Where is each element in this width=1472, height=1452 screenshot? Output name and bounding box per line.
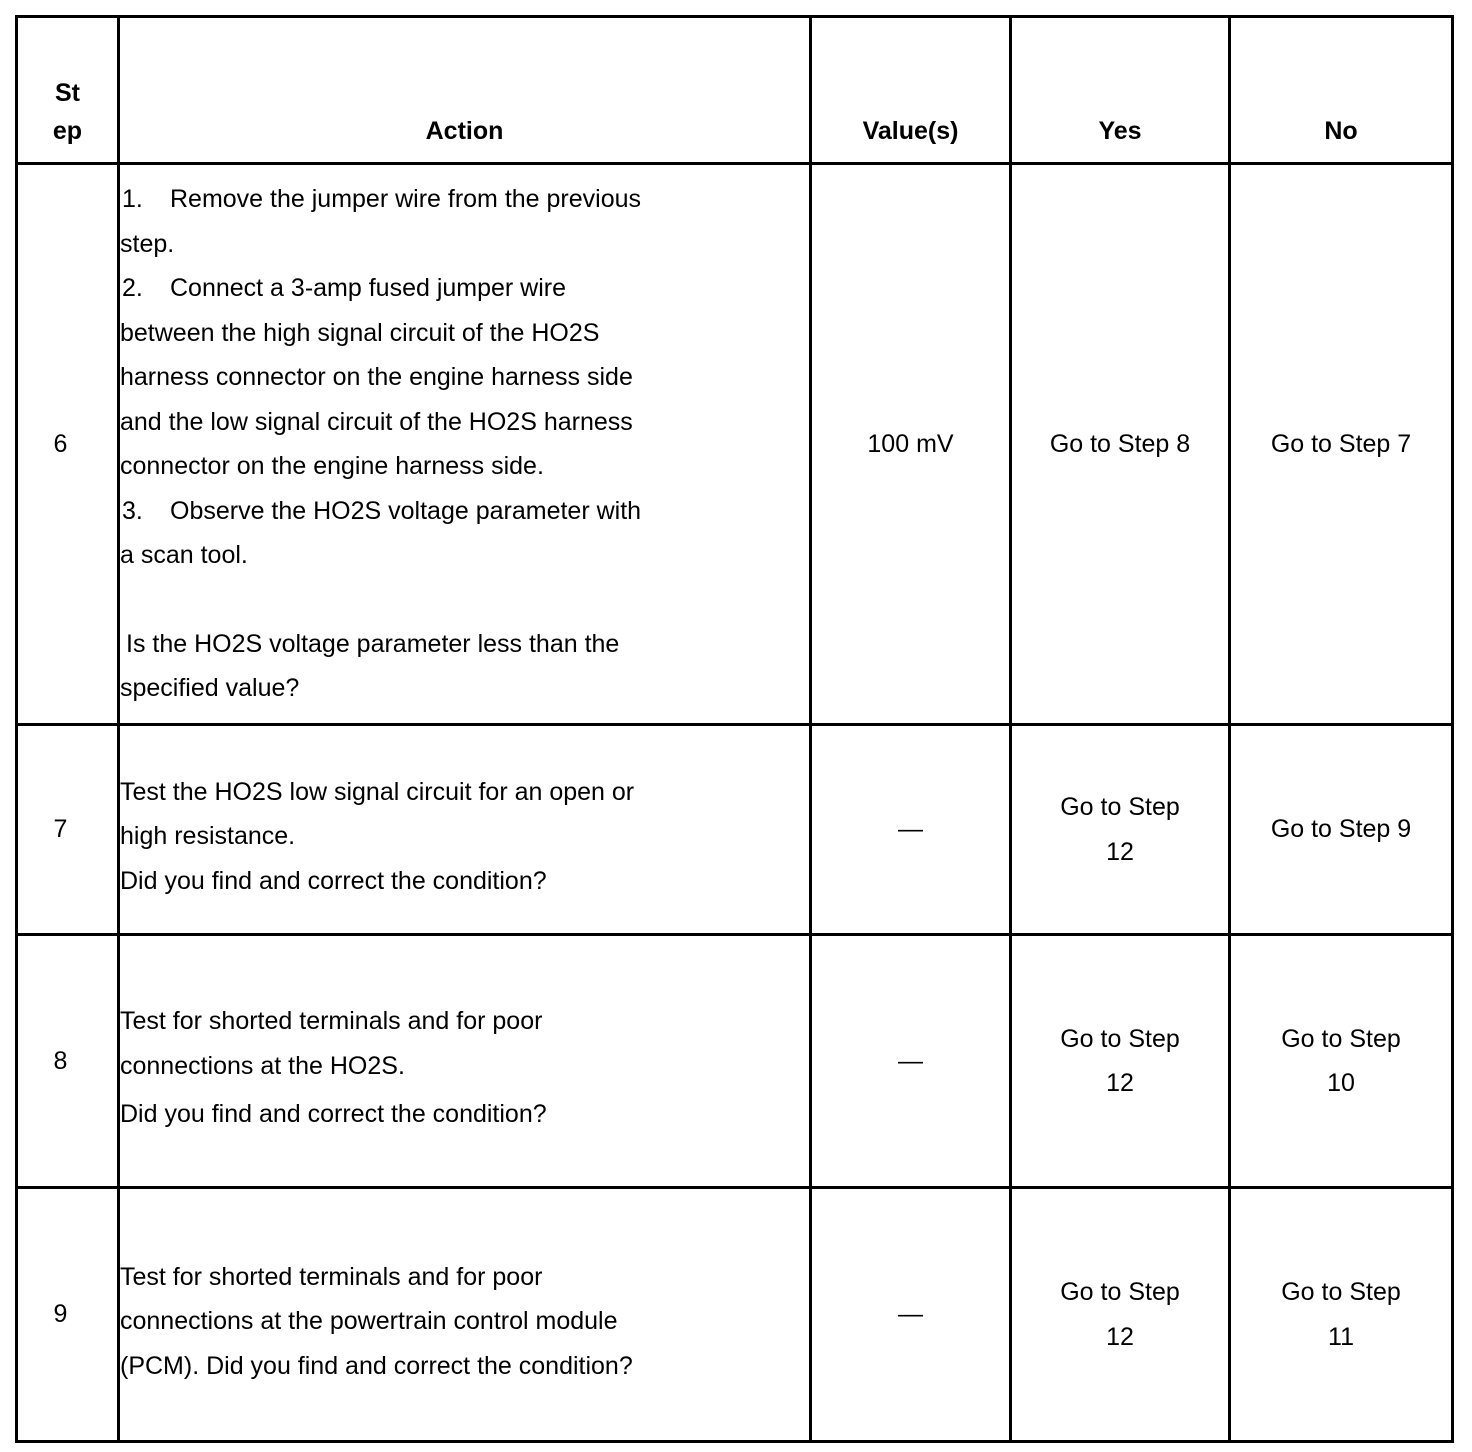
action-line: high resistance. [120,822,296,851]
value-cell: 100 mV [811,164,1011,725]
action-line: connector on the engine harness side. [120,452,544,481]
action-line: Did you find and correct the condition? [120,1100,547,1129]
step-number: 9 [17,1188,119,1442]
action-line: Test the HO2S low signal circuit for an open or [120,777,635,806]
action-line: a scan tool. [120,541,248,570]
step-number: 7 [17,725,119,935]
no-line: Go to Step [1281,1024,1401,1053]
yes-line: Go to Step [1060,1278,1180,1306]
step-number: 6 [17,164,119,725]
header-step-line2: ep [52,117,83,145]
table-row [17,725,1453,935]
no-line: Go to Step [1281,1278,1401,1306]
header-values: Value(s) [811,17,1011,164]
value-cell: — [811,725,1011,935]
action-line: Test for shorted terminals and for poor [120,1262,543,1291]
action-line: Test for shorted terminals and for poor [120,1007,543,1036]
table-row [17,935,1453,1188]
action-line: Is the HO2S voltage parameter less than the [126,629,620,658]
no-line: 10 [1327,1069,1355,1097]
action-line: (PCM). Did you find and correct the condition? [120,1351,633,1380]
action-line: harness connector on the engine harness side [120,363,633,392]
action-text [119,1188,811,1442]
spacer [120,578,809,622]
yes-cell [1011,1188,1230,1442]
diagnostic-table-container [15,15,1451,1440]
action-line: between the high signal circuit of the HO2S [120,318,600,347]
action-text [119,935,811,1188]
action-line: connections at the powertrain control module [120,1307,618,1336]
yes-line: 12 [1106,837,1134,866]
header-yes: Yes [1011,17,1230,164]
table-row [17,164,1453,725]
action-line: Did you find and correct the condition? [120,866,547,895]
value-cell: — [811,1188,1011,1442]
yes-line: 12 [1106,1069,1134,1097]
table-row [17,1188,1453,1442]
header-step [17,17,119,164]
header-step-line1: St [55,79,80,107]
action-line: 3. Observe the HO2S voltage parameter with [122,496,642,525]
no-line: 11 [1328,1322,1354,1351]
yes-line: Go to Step [1060,1024,1180,1053]
action-line: specified value? [120,674,300,703]
action-line: and the low signal circuit of the HO2S harness [120,407,633,436]
step-number: 8 [17,935,119,1188]
header-no: No [1230,17,1453,164]
action-line: 1. Remove the jumper wire from the previous [122,185,642,214]
yes-cell [1011,725,1230,935]
action-line: connections at the HO2S. [120,1051,405,1080]
no-cell: Go to Step 7 [1230,164,1453,725]
action-text [119,725,811,935]
action-line: 2. Connect a 3-amp fused jumper wire [122,274,567,303]
header-action: Action [119,17,811,164]
yes-cell [1011,935,1230,1188]
yes-line: 12 [1106,1322,1134,1351]
diagnostic-table [15,15,1454,1443]
yes-line: Go to Step [1060,793,1180,821]
yes-cell: Go to Step 8 [1011,164,1230,725]
no-cell [1230,1188,1453,1442]
value-cell: — [811,935,1011,1188]
action-text [119,164,811,725]
no-cell: Go to Step 9 [1230,725,1453,935]
action-line: step. [120,229,175,258]
header-row [17,17,1453,164]
no-cell [1230,935,1453,1188]
